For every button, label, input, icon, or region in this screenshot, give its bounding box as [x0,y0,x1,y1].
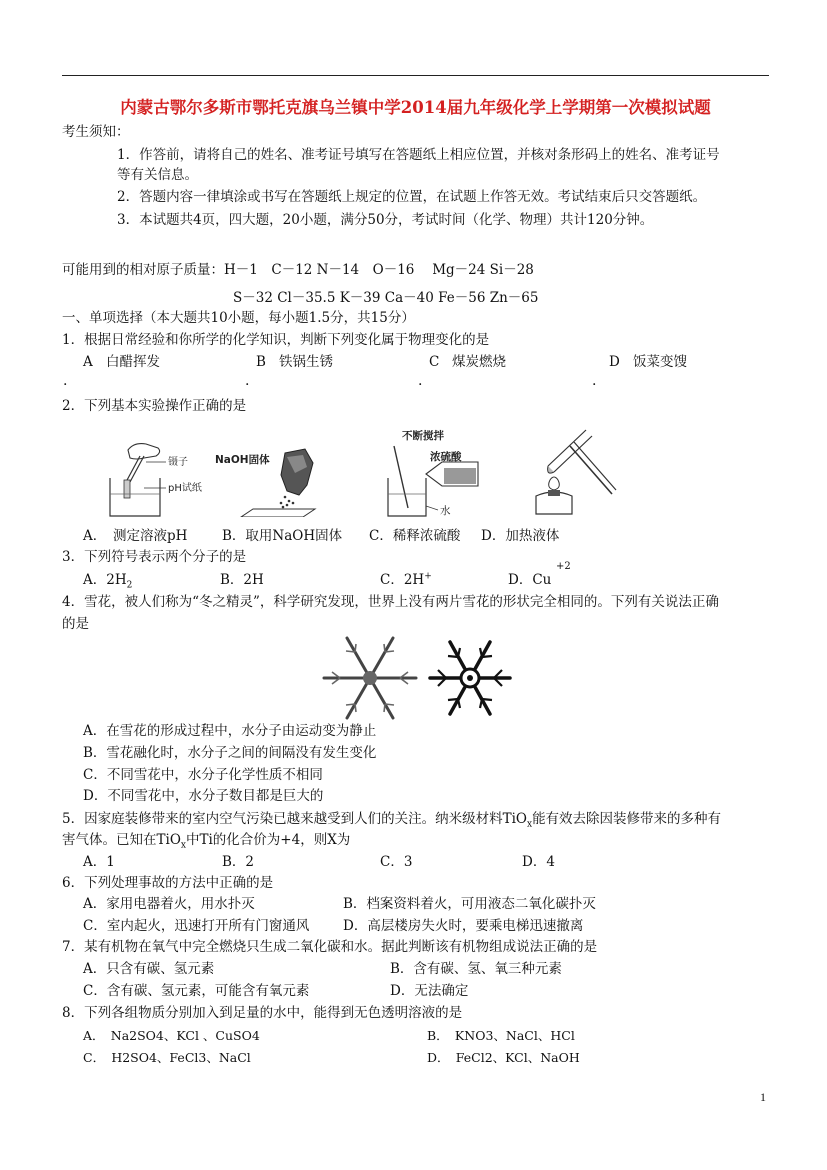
q5-option-d: D．4 [522,854,555,870]
notice-item-1: 1．作答前，请将自己的姓名、准考证号填写在答题纸上相应位置，并核对条形码上的姓名、准考证号 [117,147,720,163]
q1-option-c: 煤炭燃烧 [452,354,506,370]
img-b-label-naoh: NaOH固体 [215,454,270,466]
snowflake-1-illustration [318,634,422,722]
q8-option-a: A． Na2SO4、KCl 、CuSO4 [83,1028,260,1043]
q8-option-b: B． KNO3、NaCl、HCl [427,1028,575,1043]
question-1-stem: 1．根据日常经验和你所学的化学知识，判断下列变化属于物理变化的是 [62,332,490,348]
q5-option-a: A．1 [83,854,115,870]
ph-test-illustration [100,438,210,520]
q4-option-a: A．在雪花的形成过程中，水分子由运动变为静止 [83,723,377,739]
notice-item-3: 3．本试题共4页，四大题，20小题，满分50分，考试时间（化学、物理）共计120分钟。 [117,212,654,228]
q3-option-c: C．2H+ [380,571,432,588]
q6-option-d: D．高层楼房失火时，要乘电梯迅速撤离 [343,918,584,934]
q1-option-c-letter: C [429,354,440,370]
q6-option-a: A．家用电器着火，用水扑灭 [83,896,255,912]
q7-option-d: D．无法确定 [390,983,469,999]
section-1-heading: 一、单项选择（本大题共10小题，每小题1.5分，共15分） [62,310,415,326]
question-7-stem: 7．某有机物在氧气中完全燃烧只生成二氧化碳和水。据此判断该有机物组成说法正确的是 [62,939,598,955]
question-6-stem: 6．下列处理事故的方法中正确的是 [62,875,274,891]
q1-option-a: 白醋挥发 [106,354,160,370]
q1-dot: . [592,373,597,389]
q1-option-d: 饭菜变馊 [633,354,687,370]
q1-option-b: 铁锅生锈 [279,354,333,370]
heating-illustration [510,424,620,520]
question-5-stem: 5．因家庭装修带来的室内空气污染已越来越受到人们的关注。纳米级材料TiO$_x$能有效去除因装修带来的多种有 [62,811,722,830]
atomic-masses-line-2: S－32 Cl－35.5 K－39 Ca－40 Fe－56 Zn－65 [233,290,539,306]
question-2-stem: 2．下列基本实验操作正确的是 [62,398,247,414]
q1-dot: . [245,373,250,389]
q1-option-d-letter: D [609,354,620,370]
q1-option-b-letter: B [256,354,266,370]
q1-option-a-letter: A [83,354,93,370]
q3-option-a: A．$2H_2$ [83,572,133,591]
q7-option-c: C．含有碳、氢元素，可能含有氧元素 [83,983,310,999]
q2-option-b: B．取用NaOH固体 [222,528,343,544]
header-rule [62,75,769,76]
question-4-stem-cont: 的是 [62,616,89,632]
q5-option-b: B．2 [222,854,255,870]
q4-option-d: D．不同雪花中，水分子数目都是巨大的 [83,788,324,804]
q7-option-b: B．含有碳、氢、氧三种元素 [390,961,562,977]
page-number: 1 [760,1090,766,1104]
img-a-label-tweezers: 镊子 [168,457,188,468]
q2-option-d: D．加热液体 [481,528,560,544]
q3-option-d: D．Cu [508,572,552,588]
question-3-stem: 3．下列符号表示两个分子的是 [62,549,247,565]
img-a-label-ph-paper: pH试纸 [168,483,202,494]
q8-option-c: C． H2SO4、FeCl3、NaCl [83,1050,251,1065]
notice-item-2: 2．答题内容一律填涂或书写在答题纸上规定的位置，在试题上作答无效。考试结束后只交答题纸。 [117,189,707,205]
q5-option-c: C．3 [380,854,413,870]
q4-option-b: B．雪花融化时，水分子之间的间隔没有发生变化 [83,745,377,761]
question-8-stem: 8．下列各组物质分别加入到足量的水中，能得到无色透明溶液的是 [62,1005,463,1021]
naoh-illustration [215,445,325,517]
q2-option-c: C．稀释浓硫酸 [369,528,461,544]
q8-option-d: D． FeCl2、KCl、NaOH [427,1050,580,1065]
img-c-label-stir: 不断搅拌 [402,430,444,442]
q4-option-c: C．不同雪花中，水分子化学性质不相同 [83,767,323,783]
img-c-label-water: 水 [440,505,451,517]
q3-option-d-charge: +2 [556,561,571,572]
question-4-stem: 4．雪花，被人们称为“冬之精灵”，科学研究发现，世界上没有两片雪花的形状完全相同的。下列有关说法正确 [62,594,719,610]
page-title: 内蒙古鄂尔多斯市鄂托克旗乌兰镇中学2014届九年级化学上学期第一次模拟试题 [120,98,711,117]
q1-dot: . [418,373,423,389]
q7-option-a: A．只含有碳、氢元素 [83,961,215,977]
snowflake-2-illustration [425,634,515,722]
question-5-stem-cont: 害气体。已知在TiO$_x$中Ti的化合价为+4，则X为 [62,832,351,851]
q1-dot: . [63,373,68,389]
q6-option-c: C．室内起火，迅速打开所有门窗通风 [83,918,310,934]
q3-option-b: B．2H [220,572,264,588]
notice-item-1-cont: 等有关信息。 [117,167,198,183]
img-c-label-acid: 浓硫酸 [430,451,462,463]
q6-option-b: B．档案资料着火，可用液态二氧化碳扑灭 [343,896,596,912]
atomic-masses-line-1: 可能用到的相对原子质量：H－1 C－12 N－14 O－16 Mg－24 Si－28 [62,262,534,278]
notice-heading: 考生须知： [62,124,130,140]
dilution-illustration [382,428,492,520]
q2-option-a: A． 测定溶液pH [83,528,188,544]
